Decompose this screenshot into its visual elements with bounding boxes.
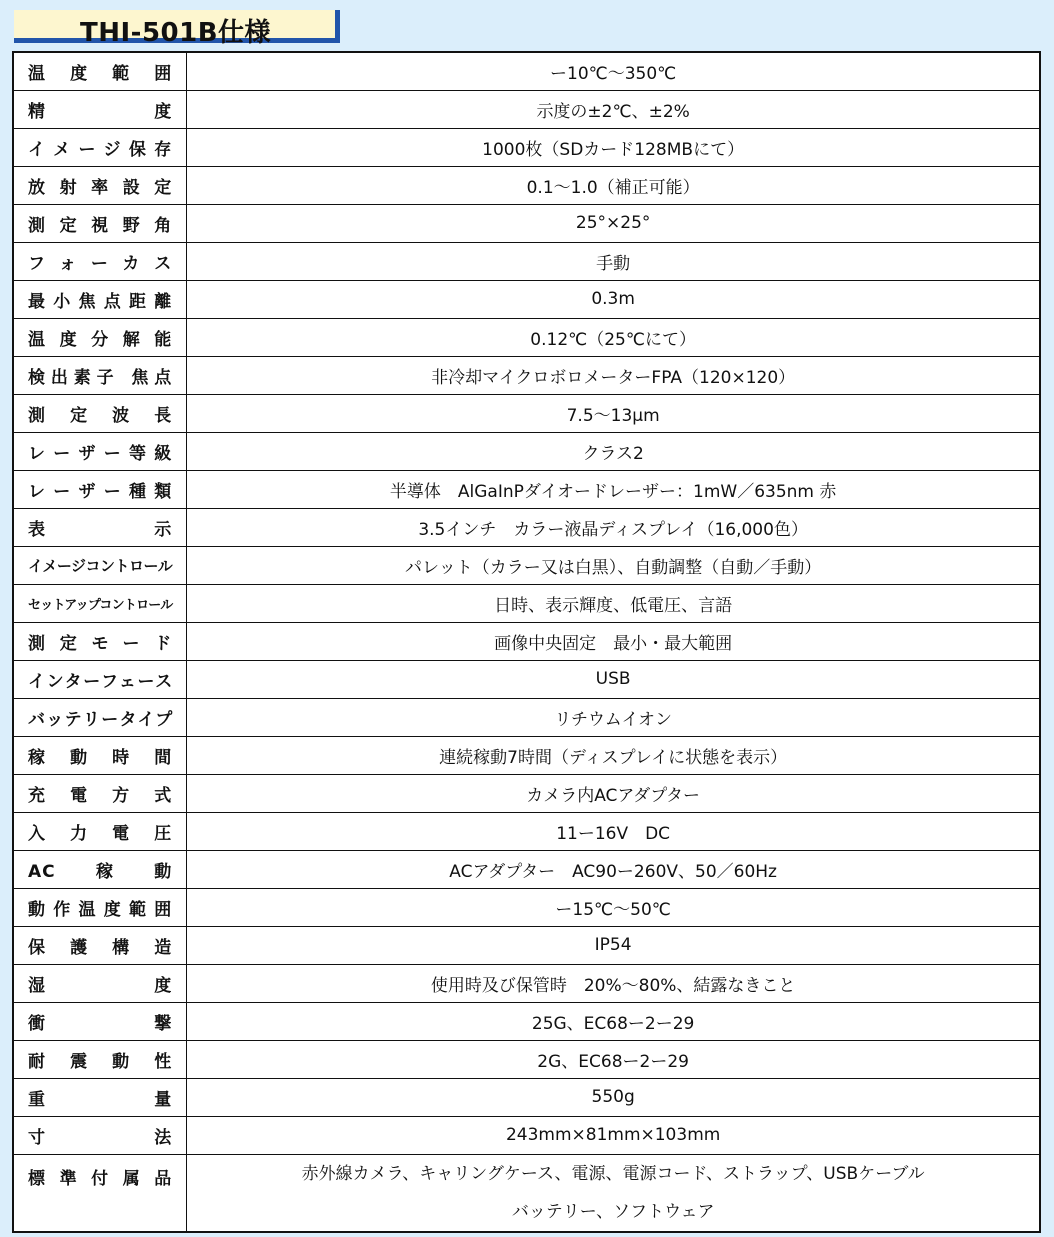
table-row: [13, 356, 1040, 394]
spec-label: 入力電圧: [13, 812, 187, 850]
table-row: [13, 432, 1040, 470]
table-row: [13, 1116, 1040, 1154]
spec-value: 0.1〜1.0（補正可能）: [187, 166, 1040, 204]
spec-label: レーザー種類: [13, 470, 187, 508]
spec-label: インターフェース: [13, 660, 187, 698]
spec-value: 1000枚（SDカード128MBにて）: [187, 128, 1040, 166]
spec-value: 非冷却マイクロボロメーターFPA（120×120）: [187, 356, 1040, 394]
spec-value: USB: [187, 660, 1040, 698]
spec-label: 充電方式: [13, 774, 187, 812]
spec-value: 連続稼動7時間（ディスプレイに状態を表示）: [187, 736, 1040, 774]
spec-value: 7.5〜13μm: [187, 394, 1040, 432]
spec-value: 550g: [187, 1078, 1040, 1116]
spec-label: 測定視野角: [13, 204, 187, 242]
spec-value: 使用時及び保管時 20%〜80%、結露なきこと: [187, 964, 1040, 1002]
spec-label: 重量: [13, 1078, 187, 1116]
spec-value-line-2: バッテリー、ソフトウェア: [511, 1201, 715, 1222]
spec-value: カメラ内ACアダプター: [187, 774, 1040, 812]
spec-value: 11ー16V DC: [187, 812, 1040, 850]
spec-value-line-1: 赤外線カメラ、キャリングケース、電源、電源コード、ストラップ、USBケーブル: [301, 1163, 925, 1184]
table-row: [13, 90, 1040, 128]
spec-value: 25°×25°: [187, 204, 1040, 242]
table-row: [13, 622, 1040, 660]
spec-label: 最小焦点距離: [13, 280, 187, 318]
spec-value: 0.3m: [187, 280, 1040, 318]
table-row: [13, 1154, 1040, 1232]
spec-value: 半導体 AlGaInPダイオードレーザー：1mW／635nm 赤: [187, 470, 1040, 508]
table-row: [13, 964, 1040, 1002]
table-row: [13, 394, 1040, 432]
spec-value: 2G、EC68ー2ー29: [187, 1040, 1040, 1078]
spec-label: セットアップコントロール: [13, 584, 187, 622]
spec-value: 25G、EC68ー2ー29: [187, 1002, 1040, 1040]
spec-label: レーザー等級: [13, 432, 187, 470]
spec-value: 手動: [187, 242, 1040, 280]
table-row: [13, 584, 1040, 622]
table-row: [13, 508, 1040, 546]
table-row: [13, 736, 1040, 774]
spec-value: IP54: [187, 926, 1040, 964]
spec-value: ー10℃〜350℃: [187, 52, 1040, 90]
spec-value: クラス2: [187, 432, 1040, 470]
spec-value: 日時、表示輝度、低電圧、言語: [187, 584, 1040, 622]
spec-value: ー15℃〜50℃: [187, 888, 1040, 926]
spec-label: 衝撃: [13, 1002, 187, 1040]
spec-label: 温度範囲: [13, 52, 187, 90]
spec-label: イメージ保存: [13, 128, 187, 166]
spec-label: 稼動時間: [13, 736, 187, 774]
table-row: [13, 280, 1040, 318]
spec-label: 温度分解能: [13, 318, 187, 356]
table-row: [13, 1002, 1040, 1040]
spec-label: 精度: [13, 90, 187, 128]
spec-label: 放射率設定: [13, 166, 187, 204]
spec-label: 測定モード: [13, 622, 187, 660]
table-row: [13, 774, 1040, 812]
table-row: [13, 242, 1040, 280]
spec-label: イメージコントロール: [13, 546, 187, 584]
spec-label: 表示: [13, 508, 187, 546]
spec-label: バッテリータイプ: [13, 698, 187, 736]
table-row: [13, 850, 1040, 888]
spec-value: ACアダプター AC90ー260V、50／60Hz: [187, 850, 1040, 888]
spec-label: 検出素子 焦点: [13, 356, 187, 394]
table-row: [13, 812, 1040, 850]
table-row: [13, 546, 1040, 584]
table-row: [13, 128, 1040, 166]
spec-label: 標準付属品: [13, 1154, 187, 1232]
table-row: [13, 166, 1040, 204]
spec-label: 耐震動性: [13, 1040, 187, 1078]
spec-value: パレット（カラー又は白黒）、自動調整（自動／手動）: [187, 546, 1040, 584]
table-row: [13, 888, 1040, 926]
spec-value: リチウムイオン: [187, 698, 1040, 736]
title-box: [14, 10, 340, 48]
spec-label: 動作温度範囲: [13, 888, 187, 926]
table-row: [13, 1040, 1040, 1078]
table-row: [13, 318, 1040, 356]
spec-label: 湿度: [13, 964, 187, 1002]
spec-table: [12, 51, 1041, 1233]
page-title: THI-501B仕様: [80, 18, 272, 48]
table-row: [13, 204, 1040, 242]
spec-label: 測定波長: [13, 394, 187, 432]
table-row: [13, 52, 1040, 90]
spec-value: [187, 1154, 1040, 1232]
table-row: [13, 698, 1040, 736]
spec-label: 寸法: [13, 1116, 187, 1154]
spec-value: 画像中央固定 最小・最大範囲: [187, 622, 1040, 660]
table-row: [13, 926, 1040, 964]
spec-label: AC稼動: [13, 850, 187, 888]
spec-label: 保護構造: [13, 926, 187, 964]
spec-value: 0.12℃（25℃にて）: [187, 318, 1040, 356]
table-row: [13, 660, 1040, 698]
spec-value: 243mm×81mm×103mm: [187, 1116, 1040, 1154]
spec-label: フォーカス: [13, 242, 187, 280]
table-row: [13, 1078, 1040, 1116]
table-row: [13, 470, 1040, 508]
spec-value: 3.5インチ カラー液晶ディスプレイ（16,000色）: [187, 508, 1040, 546]
spec-value: 示度の±2℃、±2%: [187, 90, 1040, 128]
